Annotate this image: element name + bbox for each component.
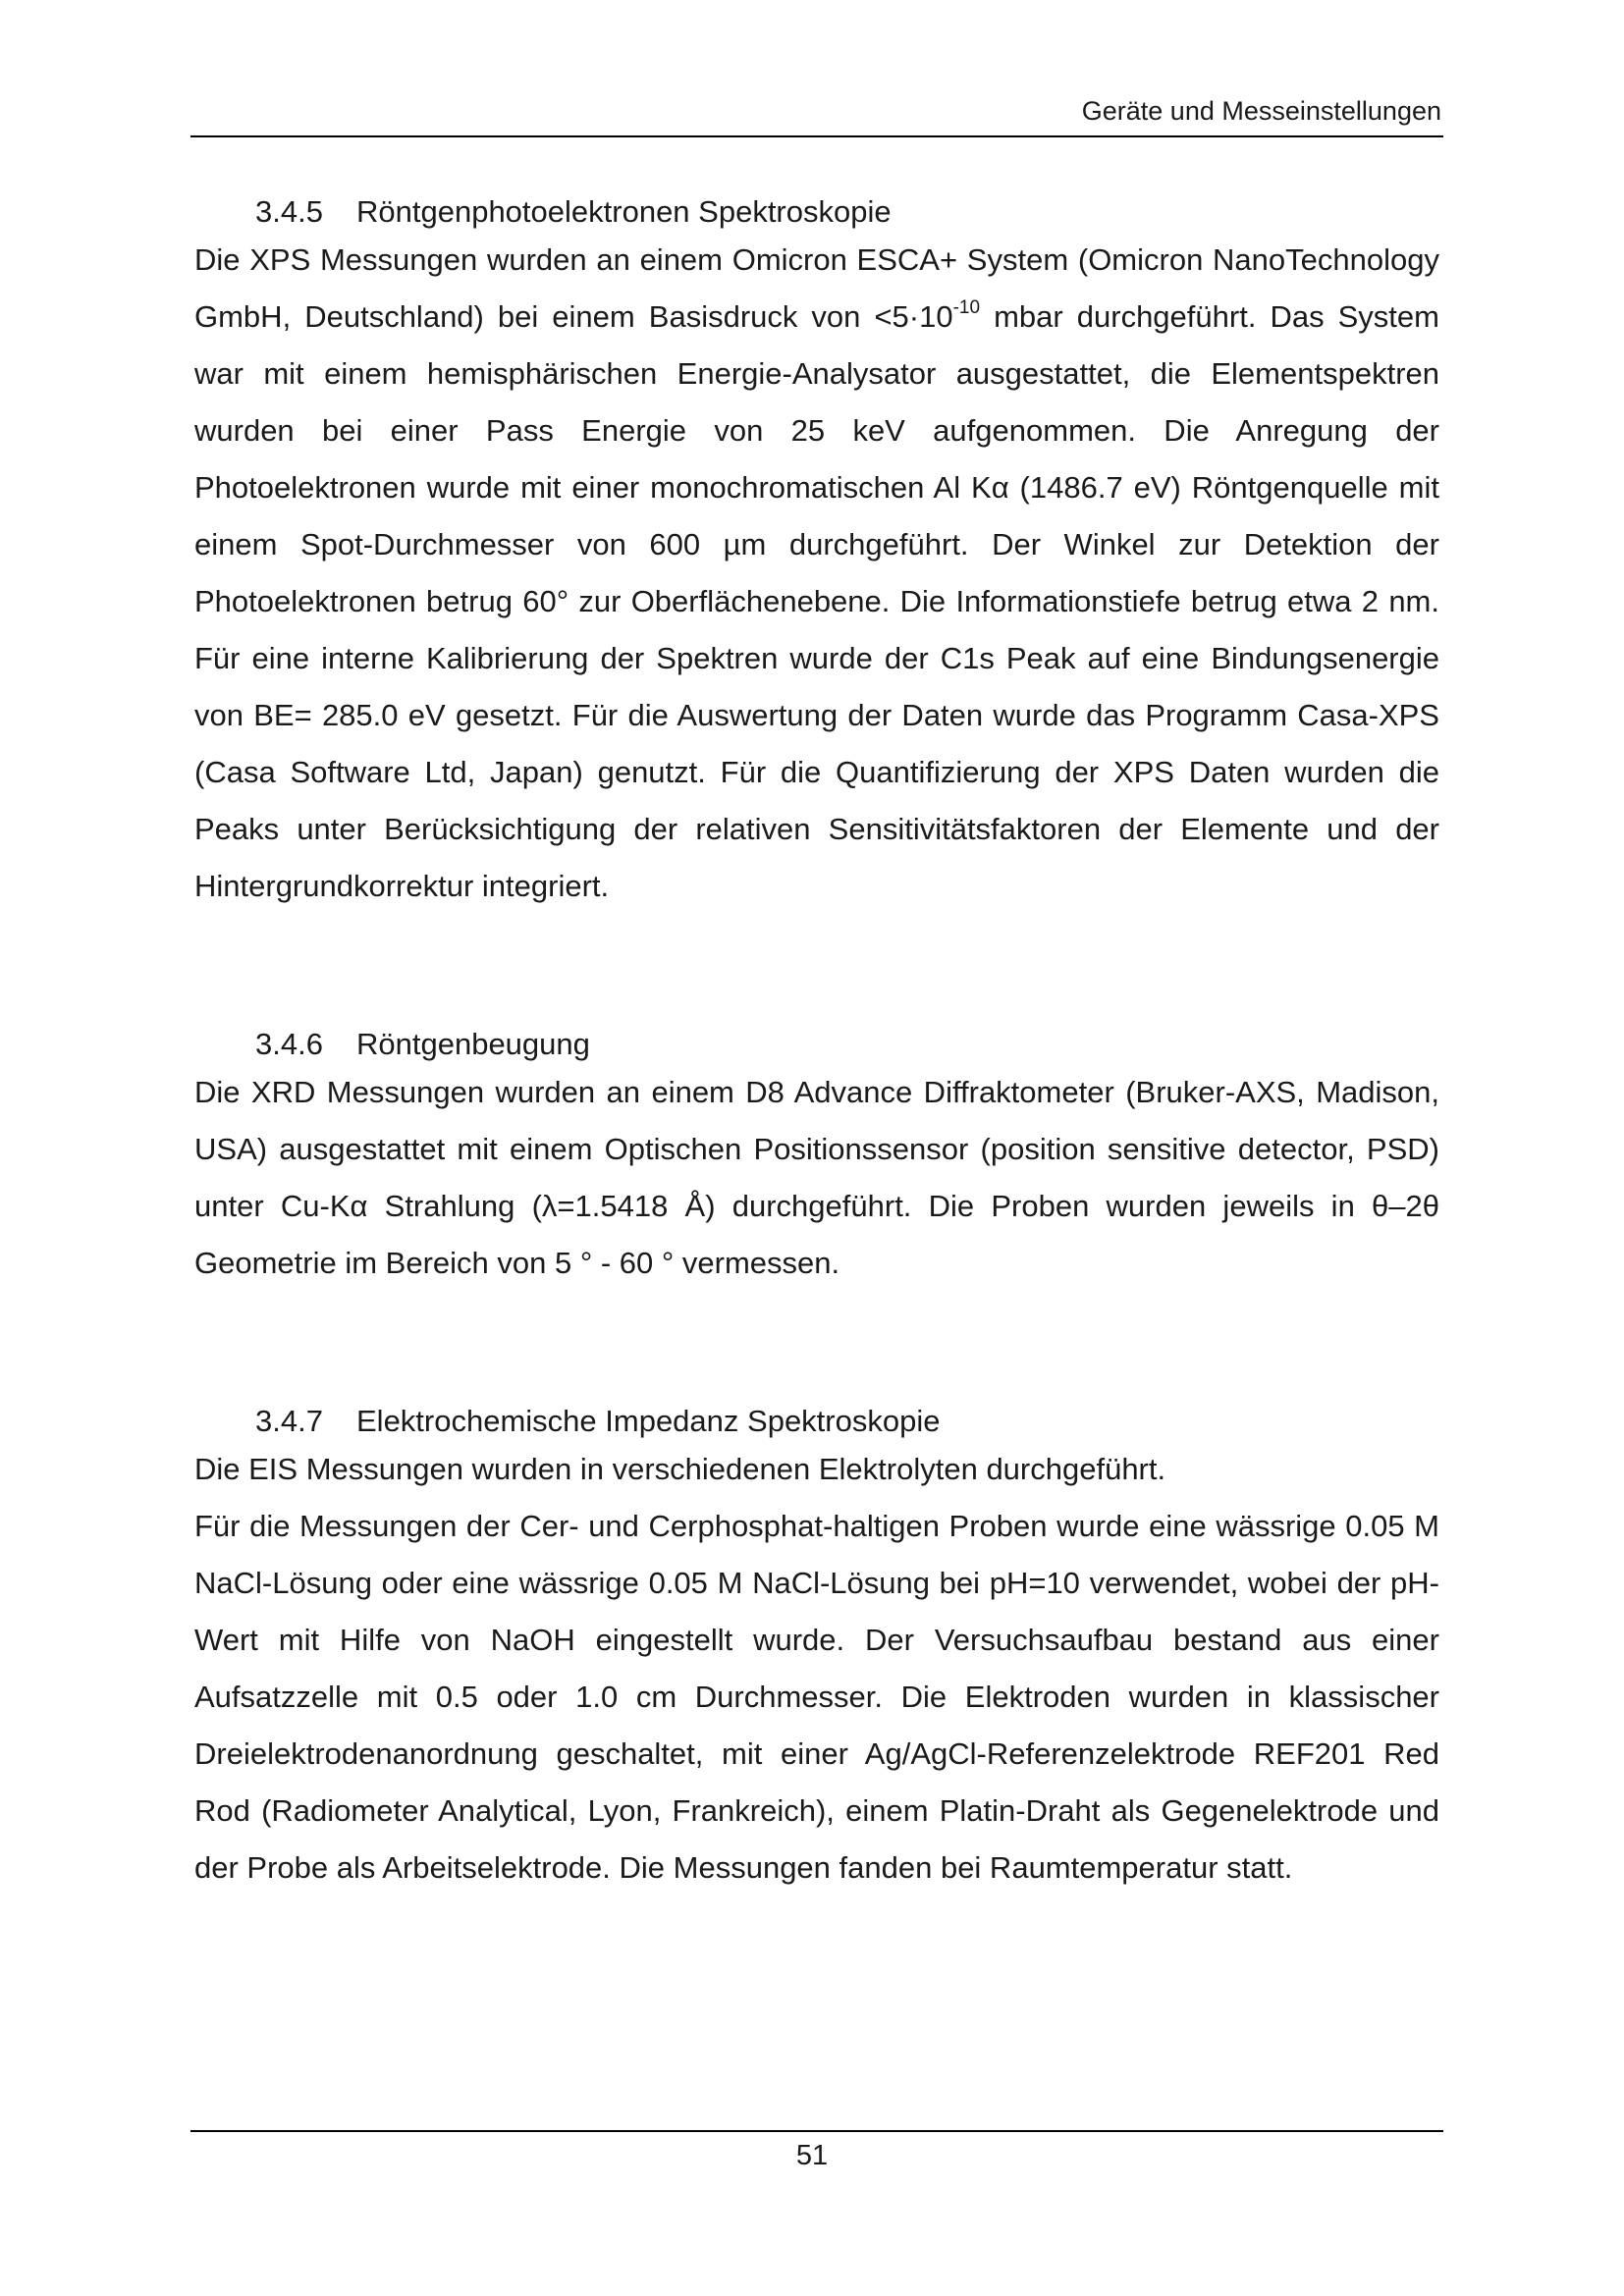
footer-rule [190, 2130, 1443, 2132]
paragraph: Die EIS Messungen wurden in verschiedenen Elektrolyten durchgeführt. [194, 1452, 1166, 1486]
section-title-text: Röntgenbeugung [356, 1027, 590, 1061]
section-title-text: Elektrochemische Impedanz Spektroskopie [356, 1404, 941, 1438]
section-spacer [194, 915, 1439, 1025]
section-number: 3.4.5 [255, 194, 323, 229]
header-rule [190, 135, 1443, 137]
section-spacer [194, 1292, 1439, 1402]
section-3-4-7 [194, 1402, 1439, 1896]
paragraph [194, 232, 1439, 915]
section-number: 3.4.6 [255, 1027, 323, 1061]
running-header: Geräte und Messeinstellungen [1081, 96, 1441, 126]
page-content [194, 192, 1439, 1896]
paragraph: Für die Messungen der Cer- und Cerphosphat-haltigen Proben wurde eine wässrige 0.05 M NaCl-Lösung oder eine wässrige 0.05 M NaCl-Lösung bei pH=10 verwendet, wobei der pH-Wert mit Hilfe von NaOH eingestellt wurde. Der Versuchsaufbau bestand aus einer Aufsatzzelle mit 0.5 oder 1.0 cm Durchmesser. Die Elektroden wurden in klassischer Dreielektrodenanordnung geschaltet, mit einer Ag/AgCl-Referenzelektrode REF201 Red Rod (Radiometer Analytical, Lyon, Frankreich), einem Platin-Draht als Gegenelektrode und der Probe als Arbeitselektrode. Die Messungen fanden bei Raumtemperatur statt. [194, 1509, 1439, 1885]
section-3-4-6 [194, 1025, 1439, 1292]
section-number: 3.4.7 [255, 1404, 323, 1438]
section-heading [255, 1402, 1439, 1441]
paragraph-text-part: mbar durchgeführt. Das System war mit einem hemisphärischen Energie-Analysator ausgestattet, die Elementspektren wurden bei einer Pass Energie von 25 keV aufgenommen. Die Anregung der Photoelektronen wurde mit einer monochromatischen Al Kα (1486.7 eV) Röntgenquelle mit einem Spot-Durchmesser von 600 µm durchgeführt. Der Winkel zur Detektion der Photoelektronen betrug 60° zur Oberflächenebene. Die Informationstiefe betrug etwa 2 nm. Für eine interne Kalibrierung der Spektren wurde der C1s Peak auf eine Bindungsenergie von BE= 285.0 eV gesetzt. Für die Auswertung der Daten wurde das Programm Casa-XPS (Casa Software Ltd, Japan) genutzt. Für die Quantifizierung der XPS Daten wurden die Peaks unter Berücksichtigung der relativen Sensitivitätsfaktoren der Elemente und der Hintergrundkorrektur integriert. [194, 299, 1439, 903]
section-heading [255, 1025, 1439, 1064]
section-3-4-5 [194, 192, 1439, 915]
paragraph: Die XRD Messungen wurden an einem D8 Advance Diffraktometer (Bruker-AXS, Madison, USA) ausgestattet mit einem Optischen Positionssensor (position sensitive detector, PSD) unter Cu-Kα Strahlung (λ=1.5418 Å) durchgeführt. Die Proben wurden jeweils in θ–2θ Geometrie im Bereich von 5 ° - 60 ° vermessen. [194, 1075, 1439, 1280]
paragraph-text-part: Die XPS Messungen wurden an einem Omicron ESCA+ System (Omicron NanoTechnology GmbH, Deutschland) bei einem Basisdruck von <5·10 [194, 242, 1439, 334]
section-title-text: Röntgenphotoelektronen Spektroskopie [356, 194, 892, 229]
superscript-exponent: -10 [952, 297, 981, 318]
section-heading [255, 192, 1439, 232]
page-number: 51 [795, 2140, 829, 2171]
